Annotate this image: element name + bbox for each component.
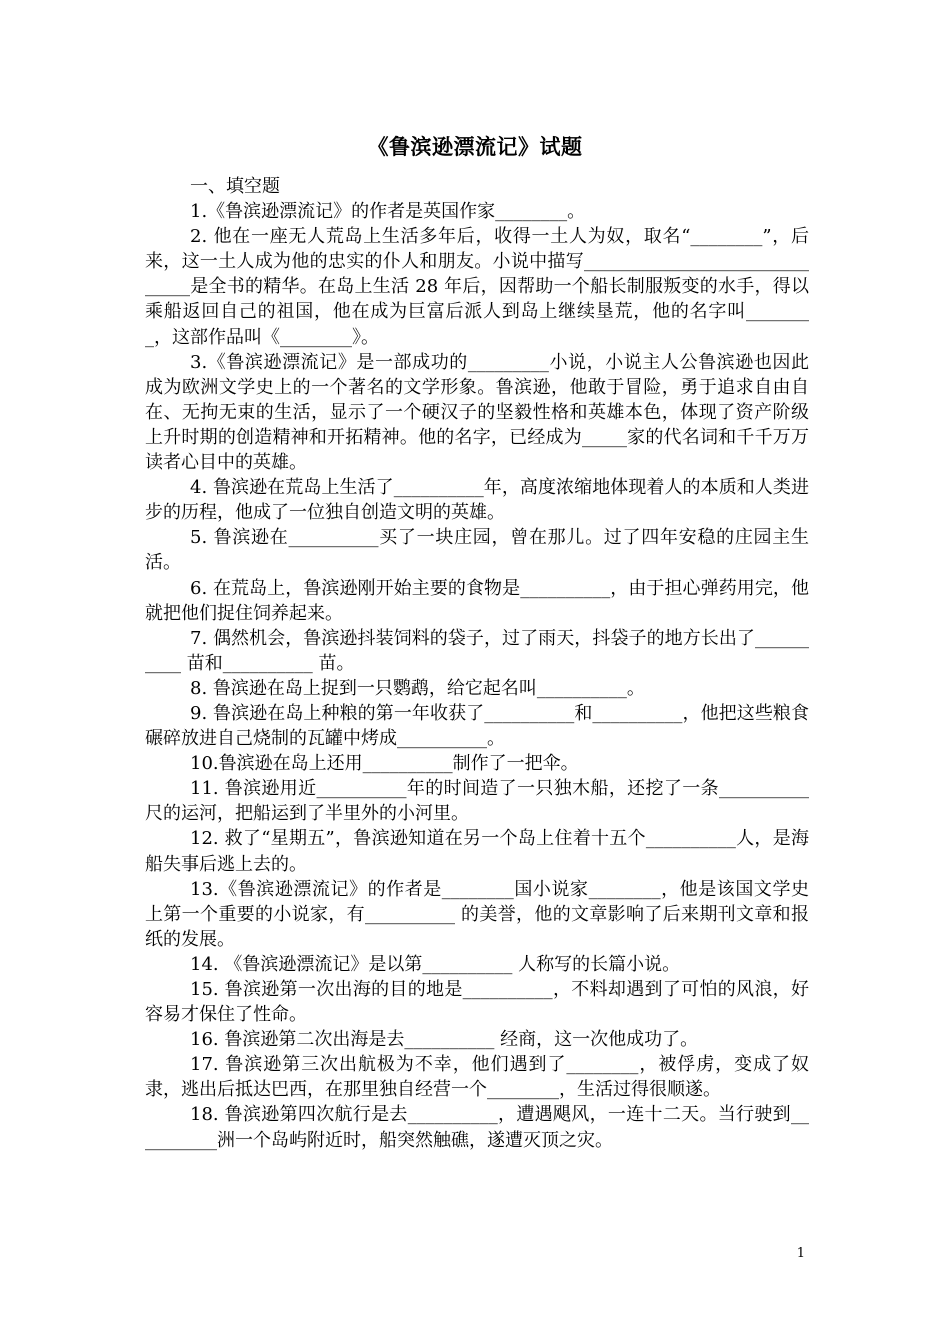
question-16: 16. 鲁滨逊第二次出海是去__________ 经商，这一次他成功了。	[190, 1029, 699, 1051]
question-7: 7. 偶然机会，鲁滨逊抖装饲料的袋子，过了雨天，抖袋子的地方长出了__________ 苗和__________ 苗。	[145, 627, 809, 674]
question-14: 14. 《鲁滨逊漂流记》是以第__________ 人称写的长篇小说。	[190, 953, 681, 975]
question-9: 9. 鲁滨逊在岛上种粮的第一年收获了__________和__________，他把这些粮食碾碎放进自己烧制的瓦罐中烤成__________。	[145, 702, 809, 750]
question-11: 11. 鲁滨逊用近__________年的时间造了一只独木船，还挖了一条__________尺的运河，把船运到了半里外的小河里。	[145, 778, 809, 825]
question-5: 5. 鲁滨逊在__________买了一块庄园，曾在那儿。过了四年安稳的庄园主生活。	[145, 527, 809, 574]
question-4: 4. 鲁滨逊在荒岛上生活了__________年，高度浓缩地体现着人的本质和人类进步的历程，他成了一位独自创造文明的英雄。	[145, 477, 809, 524]
question-18: 18. 鲁滨逊第四次航行是去__________，遭遇飓风，一连十二天。当行驶到__________洲一个岛屿附近时，船突然触礁，遂遭灭顶之灾。	[145, 1104, 809, 1151]
question-6: 6. 在荒岛上，鲁滨逊刚开始主要的食物是__________，由于担心弹药用完，他就把他们捉住饲养起来。	[145, 577, 809, 624]
question-list	[145, 174, 809, 1153]
question-12: 12. 救了“星期五”，鲁滨逊知道在另一个岛上住着十五个__________人，是海船失事后逃上去的。	[145, 828, 809, 875]
question-10: 10.鲁滨逊在岛上还用__________制作了一把伞。	[190, 753, 579, 775]
section-heading: 一、填空题	[190, 176, 280, 197]
question-13: 13.《鲁滨逊漂流记》的作者是________国小说家________，他是该国文学史上第一个重要的小说家，有__________ 的美誉，他的文章影响了后来期刊文章和报纸的发展。	[145, 878, 809, 950]
page-number: 1	[796, 1246, 805, 1261]
question-1: 1.《鲁滨逊漂流记》的作者是英国作家________。	[190, 201, 586, 223]
question-15: 15. 鲁滨逊第一次出海的目的地是__________，不料却遇到了可怕的风浪，好容易才保住了性命。	[145, 979, 809, 1026]
question-2: 2. 他在一座无人荒岛上生活多年后，收得一土人为奴，取名“________”，后来，这一土人成为他的忠实的仆人和朋友。小说中描写______________________________是全书的精华。在岛上生活 28 年后，因帮助一个船长制服叛变的水手，得以乘船返回自己的祖国，他在成为巨富后派人到岛上继续垦荒，他的名字叫________，这部作品叫《________》。	[145, 226, 809, 348]
question-3: 3.《鲁滨逊漂流记》是一部成功的_________小说，小说主人公鲁滨逊也因此成为欧洲文学史上的一个著名的文学形象。鲁滨逊，他敢于冒险，勇于追求自由自在、无拘无束的生活，显示了一个硬汉子的坚毅性格和英雄本色，体现了资产阶级上升时期的创造精神和开拓精神。他的名字，已经成为_____家的代名词和千千万万读者心目中的英雄。	[145, 351, 809, 474]
document-title: 《鲁滨逊漂流记》试题	[367, 134, 583, 159]
question-17: 17. 鲁滨逊第三次出航极为不幸，他们遇到了________，被俘虏，变成了奴隶，逃出后抵达巴西，在那里独自经营一个________，生活过得很顺遂。	[145, 1054, 809, 1101]
question-8: 8. 鲁滨逊在岛上捉到一只鹦鹉，给它起名叫__________。	[190, 677, 645, 699]
